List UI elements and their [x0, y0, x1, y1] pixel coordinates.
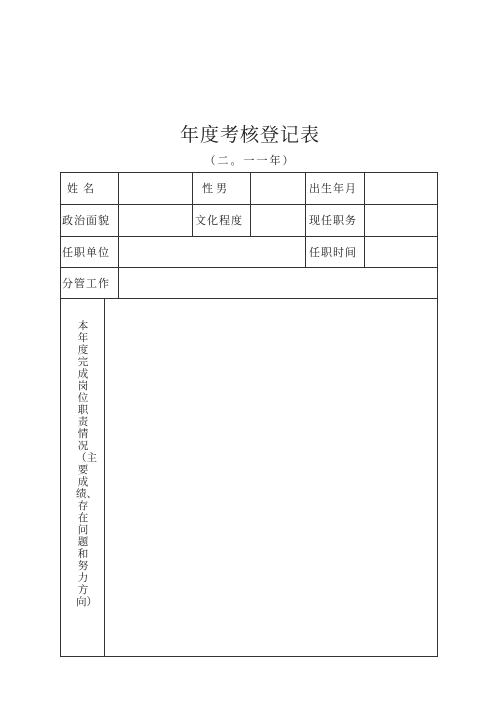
field-birth[interactable]	[366, 174, 435, 202]
field-unit[interactable]	[120, 238, 303, 265]
table-border-left	[60, 172, 61, 657]
col-divider-e	[364, 172, 365, 267]
field-duties[interactable]	[120, 269, 435, 296]
label-birth: 出生年月	[309, 182, 357, 195]
row-divider-1	[60, 204, 438, 205]
row-divider-2	[60, 236, 438, 237]
table-border-top	[60, 172, 438, 173]
col-divider-b	[192, 172, 193, 236]
label-gender: 性男	[202, 182, 230, 195]
field-tenure[interactable]	[366, 238, 435, 265]
field-gender[interactable]	[252, 174, 303, 202]
col-divider-d	[305, 172, 306, 267]
table-border-right	[437, 172, 438, 657]
label-education: 文化程度	[195, 214, 243, 227]
label-political: 政治面貌	[62, 214, 110, 227]
label-tenure: 任职时间	[309, 245, 357, 259]
field-current-post[interactable]	[366, 206, 435, 234]
label-unit: 任职单位	[62, 245, 110, 259]
field-summary[interactable]	[104, 298, 437, 656]
table-border-bottom	[60, 656, 438, 657]
field-education[interactable]	[252, 206, 303, 234]
label-duties: 分管工作	[62, 276, 110, 290]
form-year: （二。一一年）	[204, 154, 296, 167]
label-current-post: 现任职务	[309, 214, 357, 227]
label-summary: 本年度完成岗位职责情况（主要成绩、存在问题和努力方向）	[76, 320, 97, 608]
col-divider-c	[250, 172, 251, 236]
field-political[interactable]	[120, 206, 190, 234]
col-divider-a	[118, 172, 119, 298]
form-title: 年度考核登记表	[179, 124, 320, 146]
label-name: 姓名	[67, 182, 99, 195]
row-divider-3	[60, 267, 438, 268]
field-name[interactable]	[120, 174, 190, 202]
